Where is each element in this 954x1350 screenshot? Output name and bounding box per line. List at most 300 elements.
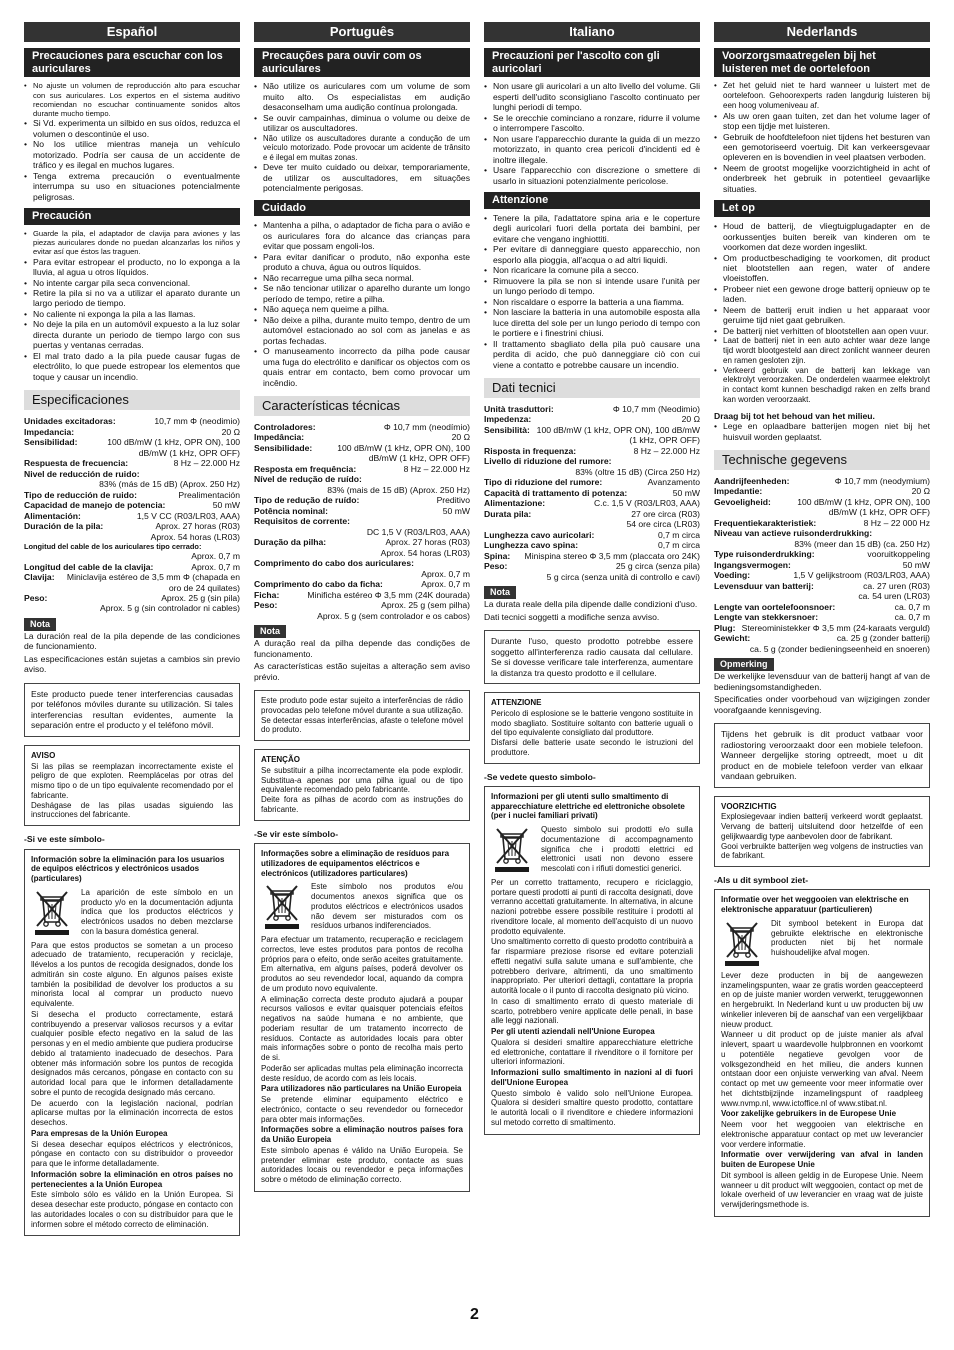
spec-row <box>254 495 470 505</box>
language-header: Español <box>24 22 240 42</box>
spec-value: ca. 27 uren (R03) <box>863 580 930 591</box>
list-item: • Se le orecchie cominciano a ronzare, ridurre il volume o interrompere l'ascolto. <box>484 113 700 134</box>
spec-value: vooruitkoppeling <box>867 549 930 560</box>
list-item: • Si Vd. experimenta un silbido en sus oídos, reduzca el volumen o descontinúe el uso. <box>24 118 240 139</box>
spec-row <box>714 560 930 570</box>
list-item: • Para evitar estropear el producto, no lo exponga a la lluvia, al agua u otros líquidos. <box>24 257 240 278</box>
spec-value: Minificha estéreo Φ 3,5 mm (24K dourada) <box>307 589 470 600</box>
warning-text: Gooi verbruikte batterijen weg volgens de instructies van de fabrikant. <box>721 841 923 861</box>
spec-value: 10,7 mm Φ (neodimio) <box>154 416 240 427</box>
list-item: • Tenere la pila, l'adattatore spina aria e le coperture degli auricolari fuori della portata dei bambini, per evitare che vengano inghiottiti. <box>484 213 700 244</box>
list-item: • Não utilize os auriculares com um volume de som muito alto. Os especialistas em audição desaconselham uma audição contínua prolongada. <box>254 81 470 112</box>
spec-row <box>714 476 930 486</box>
disposal-title: Informatie over het weggooien van elektrische en elektronische apparatuur (particulieren) <box>721 895 909 915</box>
warning-text: Deshágase de las pilas usadas siguiendo las instrucciones del fabricante. <box>31 800 233 820</box>
column-dutch <box>714 22 930 1328</box>
interference-notice: Este produto pode estar sujeito a interferências de rádio provocadas pelo telefone móvel durante a sua utilização. Se detectar essas interferências, afaste o telefone móvel do produto. <box>254 690 470 741</box>
spec-value: 100 dB/mW (1 kHz, OPR ON), 100 dB/mW (1 kHz, OPR OFF) <box>536 424 700 446</box>
spec-label: Peso: <box>484 561 508 572</box>
list-item: • Não deixe a pilha, durante muito tempo, dentro de um automóvel estacionado ao sol com as janelas e as portas fechadas. <box>254 315 470 346</box>
spec-label: Risposta in frequenza: <box>484 445 577 456</box>
list-item: • No ajuste un volumen de reproducción alto para escuchar con sus auriculares. Los expertos en el sistema auditivo recomiendan no escuchar continuamente sonidos altos durante mucho tiempo. <box>24 81 240 118</box>
list-item: • Guarde la pila, el adaptador de clavija para aviones y las piezas auriculares donde no puedan alcanzarlas los niños y evitar así que éstos las traguen. <box>24 229 240 257</box>
warning-text: Pericolo di esplosione se le batterie vengono sostituite in modo sbagliato. Sostituire soltanto con batterie uguali o del tipo equivalente consigliato dal produttore. <box>491 708 693 738</box>
spec-label: Tipo di riduzione del rumore: <box>484 477 603 488</box>
spec-value: Aprox. 54 horas (LR03) <box>150 531 240 542</box>
list-item: • Deve ter muito cuidado ou deixar, temporariamente, de utilizar os auscultadores, em situações potencialmente perigosas. <box>254 162 470 193</box>
list-item: • Houd de batterij, de vliegtuigplugadapter en de oorkussentjes buiten bereik van kinderen om te voorkomen dat deze worden ingeslikt. <box>714 221 930 252</box>
spec-value: 25 g circa (senza pila) <box>615 561 700 572</box>
spec-row <box>714 623 930 633</box>
spec-label: Lengte van oortelefoonsnoer: <box>714 601 836 612</box>
spec-label: Requisitos de corrente: <box>254 516 350 527</box>
interference-notice: Tijdens het gebruik is dit product vatbaar voor radiostoring veroorzaakt door een mobiele telefoon. Wanneer dergelijke storing optreedt, moet u dit product en de mobiele telefoon verder van elkaar vandaan gebruiken. <box>714 723 930 787</box>
list-item: • Retire la pila si no va a utilizar el aparato durante un largo periodo de tiempo. <box>24 288 240 309</box>
spec-row <box>484 404 700 414</box>
spec-row <box>484 540 700 550</box>
spec-value: 20 Ω <box>451 432 470 443</box>
spec-label: Alimentazione: <box>484 498 546 509</box>
list-item: • Mantenha a pilha, o adaptador de ficha para o avião e os auriculares fora do alcance das crianças para evitar que possam engoli-los. <box>254 220 470 251</box>
spec-value: 50 mW <box>902 559 930 570</box>
language-header: Português <box>254 22 470 42</box>
spec-value: Aprox. 0,7 m <box>421 568 470 579</box>
spec-value: 83% (más de 15 dB) (Aprox. 250 Hz) <box>99 479 240 490</box>
spec-label: Resposta em frequência: <box>254 463 357 474</box>
crossed-bin-icon <box>31 888 75 936</box>
spec-row <box>714 581 930 591</box>
spec-label: Impedancia: <box>24 426 75 437</box>
note-text: As características estão sujeitas a alteração sem aviso prévio. <box>254 661 470 682</box>
disposal-paragraph: Dit symbool is alleen geldig in de Europese Unie. Neem wanneer u dit product wilt weggooien, contact op met de lokale overheid of uw leverancier en vraag wat de juiste verwijderingsmethode is. <box>721 1170 923 1210</box>
spec-value: ca. 54 uren (LR03) <box>858 591 930 602</box>
spec-value: 5 g circa (senza unità di controllo e cavi) <box>546 571 700 582</box>
section-title-precautions: Voorzorgsmaatregelen bij het luisteren met de oortelefoon <box>714 48 930 77</box>
spec-row <box>484 561 700 571</box>
page-number: 2 <box>470 1306 479 1323</box>
disposal-subtitle: Per gli utenti aziendali nell'Unione Europea <box>491 1027 655 1037</box>
spec-value: 1,5 V CC (R03/LR03, AAA) <box>136 510 240 521</box>
list-item: • Se ouvir campainhas, diminua o volume ou deixe de utilizar os auscultadores. <box>254 113 470 134</box>
spec-label: Sensibilidad: <box>24 437 78 448</box>
note-text: Las especificaciones están sujetas a cambios sin previo aviso. <box>24 653 240 675</box>
disposal-subtitle: Informatie over verwijdering van afval in landen buiten de Europese Unie <box>721 1150 923 1170</box>
spec-label: Type ruisonderdrukking: <box>714 549 815 560</box>
spec-list <box>714 476 930 654</box>
list-item: • Gebruik de hoofdtelefoon niet tijdens het besturen van een gemotoriseerd voertuig. Dit kan verkeersgevaar opleveren en is bovendien in veel plaatsen verboden. <box>714 132 930 163</box>
list-item: • De batterij niet verhitten of blootstellen aan open vuur. <box>714 326 930 336</box>
list-item: • Non ricaricare la comune pila a secco. <box>484 265 700 275</box>
disposal-intro: La aparición de este símbolo en un producto y/o en la documentación adjunta indica que los productos eléctricos y electrónicos usados no deben mezclarse con la basura doméstica general. <box>81 887 233 936</box>
spec-label: Lunghezza cavo auricolari: <box>484 529 595 540</box>
spec-value: Stereoministekker Φ 3,5 mm (24-karaats verguld) <box>741 622 930 633</box>
spec-value: 27 ore circa (R03) <box>631 508 700 519</box>
spec-value: 50 mW <box>442 505 470 516</box>
spec-label: Comprimento do cabo da ficha: <box>254 579 383 590</box>
spec-label: Comprimento do cabo dos auriculares: <box>254 558 414 569</box>
spec-list <box>484 404 700 582</box>
spec-value: Aprox. 5 g (sin controlador ni cables) <box>100 603 240 614</box>
spec-row <box>24 490 240 500</box>
battery-warning <box>714 796 930 868</box>
list-item: • No caliente ni exponga la pila a las llamas. <box>24 309 240 319</box>
list-item: • Neem de grootst mogelijke voorzichtigheid in acht of onderbreek het gebruik in potentieel gevaarlijke situaties. <box>714 163 930 194</box>
disposal-paragraph: A eliminação correcta deste produto ajudará a poupar recursos valiosos e evitar quaisquer potenciais efeitos negativos na saúde humana e no ambiente, que poderiam resultar de um tratamento incorrecto de resíduos. Contacte as autoridades locais para obter mais informações sobre o ponto de recolha mais perto de si. <box>261 994 463 1062</box>
caution-list <box>714 221 930 405</box>
disposal-info <box>484 786 700 1135</box>
disposal-paragraph: Si desea desechar equipos eléctricos y electrónicos, póngase en contacto con su distribuidor o proveedor para que le informe detalladamente. <box>31 1139 233 1169</box>
spec-value: 50 mW <box>212 500 240 511</box>
spec-row <box>24 437 240 458</box>
section-title-precautions: Precauzioni per l'ascolto con gli auricolari <box>484 48 700 77</box>
list-item: • Als uw oren gaan tuiten, zet dan het volume lager of stop een tijdje met luisteren. <box>714 111 930 132</box>
spec-value: Minispina stereo Φ 3,5 mm (placcata oro 24K) <box>524 550 700 561</box>
spec-value: 83% (mais de 15 dB) (Aprox. 250 Hz) <box>327 484 470 495</box>
spec-label: Peso: <box>24 593 48 603</box>
warning-title: ATENÇÃO <box>261 755 300 765</box>
spec-label: Lunghezza cavo spina: <box>484 540 579 551</box>
list-item: • O manuseamento incorrecto da pilha pode causar uma fuga do electrólito e danificar os objectos com os quais entrar em contacto, bem como provocar um incêndio. <box>254 346 470 388</box>
spec-value: Miniclavija estéreo de 3,5 mm Φ (chapada en oro de 24 quilates) <box>66 572 240 593</box>
spec-label: Gewicht: <box>714 633 751 644</box>
list-item: • No los utilice mientras maneja un vehículo motorizado. Podría ser causa de un accidente de tráfico y es ilegal en muchos lugares. <box>24 139 240 170</box>
warning-text: Disfarsi delle batterie usate secondo le istruzioni del produttore. <box>491 738 693 757</box>
list-item: • Rimuovere la pila se non si intende usare l'unità per un lungo periodo di tempo. <box>484 276 700 297</box>
warning-text: Deite fora as pilhas de acordo com as instruções do fabricante. <box>261 795 463 814</box>
disposal-paragraph: Wanneer u dit product op de juiste manier als afval inlevert, spaart u waardevolle hulpbronnen en voorkomt u potentiële negatieve gevolgen voor de volksgezondheid en het milieu, die anders kunnen ontstaan door een onjuiste verwerking van afval. Neem contact op met uw gemeente voor meer informatie over het dichtstbijzijnde inzamelingspunt of raadpleeg www.nvmp.nl, www.ictoffice.nl of www.stibat.nl. <box>721 1030 923 1108</box>
spec-label: Impedância: <box>254 432 305 443</box>
list-item: • Non lasciare la batteria in una automobile esposta alla luce diretta del sole per un lungo periodo di tempo con le portiere e i finestrini chiusi. <box>484 307 700 338</box>
spec-value: Aprox. 27 horas (R03) <box>385 537 470 548</box>
list-item: • Non riscaldare o esporre la batteria a una fiamma. <box>484 297 700 307</box>
spec-row <box>484 551 700 561</box>
spec-value: 0,7 m circa <box>657 529 700 540</box>
disposal-paragraph: Lever deze producten in bij de aangewezen inzamelingspunten, waar ze gratis worden geaccepteerd en op de juiste manier worden verwerkt, teruggewonnen en hergebruikt. In Nederland kunt u uw producten bij uw winkelier inleveren bij de aanschaf van een vergelijkbaar nieuw product. <box>721 970 923 1029</box>
warning-text: Explosiegevaar indien batterij verkeerd wordt geplaatst. Vervang de batterij uitsluitend door hetzelfde of een gelijkwaardig type aanbevolen door de fabrikant. <box>721 812 923 841</box>
spec-value: Prealimentación <box>178 489 240 500</box>
caution-list <box>254 220 470 388</box>
spec-value: Aprox. 5 g (sem controlador e os cabos) <box>317 610 470 621</box>
spec-row <box>714 633 930 643</box>
interference-notice: Este producto puede tener interferencias causadas por teléfonos móviles durante su utilización. Si tales interferencias resultan evidentes, aumente la separación entre el producto y el teléfono móvil. <box>24 683 240 737</box>
list-item: • Se não tencionar utilizar o aparelho durante um longo período de tempo, retire a pilha. <box>254 283 470 304</box>
spec-label: Ficha: <box>254 589 280 600</box>
disposal-paragraph: Este símbolo sólo es válido en la Unión Europea. Si desea desechar este producto, póngase en contacto con las autoridades locales o con su distribuidor para que le informen sobre el método correcto de eliminación. <box>31 1190 233 1229</box>
spec-value: Aprox. 25 g (sem pilha) <box>381 600 470 611</box>
list-item: • No intente cargar pila seca convencional. <box>24 278 240 288</box>
spec-row <box>24 427 240 437</box>
disposal-paragraph: Questo simbolo è valido solo nell'Unione Europea. Qualora si desideri smaltire questo prodotto, contattare le autorità locali o il rivenditore e chiedere informazioni sul metodo corretto di smaltimento. <box>491 1088 693 1127</box>
spec-value: Preditivo <box>436 495 470 506</box>
spec-row <box>24 572 240 593</box>
list-item: • Om productbeschadiging te voorkomen, dit product niet blootstellen aan regen, water of andere vloeistoffen. <box>714 253 930 284</box>
spec-row <box>484 477 700 487</box>
disposal-paragraph: Para que estos productos se sometan a un proceso adecuado de tratamiento, recuperación y reciclaje, llévelos a los puntos de recogida designados, donde los admitirán sin coste alguno. En algunos países existe también la posibilidad de devolver los productos a su minorista local al comprar un producto nuevo equivalente. <box>31 940 233 1009</box>
spec-row <box>484 509 700 519</box>
disposal-paragraph: Si desecha el producto correctamente, estará contribuyendo a preservar valiosos recursos y a evitar cualquier posible efecto negativo en la salud de las personas y en el medio ambiente que pudiera producirse debido al tratamiento inadecuado de desechos. Para obtener más información sobre los puntos de recogida designados más cercanos, póngase en contacto con su autoridad local para que le informen detalladamente sobre el punto de recogida designado más cercano. <box>31 1009 233 1097</box>
disposal-subtitle: Informações sobre a eliminação noutros países fora da União Europeia <box>261 1125 463 1144</box>
note-text: La durata reale della pila dipende dalle condizioni d'uso. <box>484 599 698 610</box>
spec-value: 8 Hz – 22 000 Hz <box>863 517 930 528</box>
list-item: • Verkeerd gebruik van de batterij kan lekkage van elektrolyt veroorzaken. De onderdelen waarmee elektrolyt in contact komt kunnen beschadigd raken en zelfs brand kan worden veroorzaakt. <box>714 366 930 405</box>
warning-title: VOORZICHTIG <box>721 801 777 811</box>
disposal-paragraph: De acuerdo con la legislación nacional, podrían aplicarse multas por la eliminación incorrecta de estos desechos. <box>31 1098 233 1128</box>
spec-row <box>254 506 470 516</box>
list-item: • Il trattamento sbagliato della pila può causare una perdita di acido, che può danneggiare ciò con cui viene a contatto e potrebbe causare un incendio. <box>484 339 700 370</box>
list-item: • El mal trato dado a la pila puede causar fugas de electrólito, lo que puede estropear los elementos que toque y causar un incendio. <box>24 351 240 382</box>
note-label: Nota <box>254 625 286 638</box>
list-item: • Tenga extrema precaución o eventualmente interrumpa su uso en situaciones potencialmente peligrosas. <box>24 171 240 202</box>
spec-row <box>254 432 470 442</box>
spec-value: 0,7 m circa <box>657 540 700 551</box>
spec-label: Lengte van stekkersnoer: <box>714 612 819 623</box>
spec-value: 8 Hz – 22.000 Hz <box>633 445 700 456</box>
spec-label: Capacidad de manejo de potencia: <box>24 500 166 511</box>
column-portuguese <box>254 22 470 1328</box>
disposal-subtitle: Voor zakelijke gebruikers in de Europese Unie <box>721 1109 897 1119</box>
list-item: • Zet het geluid niet te hard wanneer u luistert met de oortelefoon. Gehoorexperts raden langdurig luisteren bij een hoog volumeniveau af. <box>714 81 930 110</box>
spec-row <box>254 422 470 432</box>
spec-row <box>714 549 930 559</box>
spec-row <box>24 562 240 572</box>
spec-label: Peso: <box>254 600 278 611</box>
note-text: La duración real de la pila depende de las condiciones de funcionamiento. <box>24 630 240 652</box>
spec-label: Potência nominal: <box>254 505 329 516</box>
battery-warning <box>24 745 240 826</box>
spec-list <box>254 422 470 621</box>
caution-list <box>484 213 700 370</box>
disposal-info <box>254 843 470 1192</box>
list-item: • Non usare gli auricolari a un alto livello del volume. Gli esperti dell'udito sconsigliano l'ascolto continuato per lunghi periodi di tempo. <box>484 81 700 112</box>
spec-row <box>254 464 470 474</box>
spec-value: 8 Hz – 22.000 Hz <box>173 458 240 469</box>
environment-list <box>714 421 930 442</box>
spec-label: Spina: <box>484 550 511 561</box>
note-text: A duração real da pilha depende das condições de funcionamento. <box>254 638 470 659</box>
list-item: • Non usare l'apparecchio durante la guida di un mezzo motorizzato, in quanto crea pericoli d'incidenti ed è inoltre illegale. <box>484 134 700 165</box>
spec-label: Capacità di trattamento di potenza: <box>484 487 628 498</box>
spec-value: DC 1,5 V (R03/LR03, AAA) <box>366 526 470 537</box>
spec-label: Tipo de redução de ruído: <box>254 495 360 506</box>
battery-warning <box>254 749 470 821</box>
environment-note: Draag bij tot het behoud van het milieu. <box>714 410 875 421</box>
spec-value: Φ 10,7 mm (neodymium) <box>834 475 930 486</box>
spec-label: Alimentación: <box>24 510 81 521</box>
spec-value: Aprox. 27 horas (R03) <box>155 521 240 532</box>
list-item: • Não recarregue uma pilha seca normal. <box>254 273 470 283</box>
list-item: • Não aqueça nem queime a pilha. <box>254 304 470 314</box>
spec-value: 1,5 V gelijkstroom (R03/LR03, AAA) <box>793 570 930 581</box>
symbol-heading: -Als u dit symbool ziet- <box>714 875 809 885</box>
spec-label: Durata pila: <box>484 508 532 519</box>
spec-value: 100 dB/mW (1 kHz, OPR ON), 100 dB/mW (1 kHz, OPR OFF) <box>337 442 470 464</box>
column-italian <box>484 22 700 1328</box>
list-item: • Neem de batterij eruit indien u het apparaat voor geruime tijd niet gaat gebruiken. <box>714 305 930 326</box>
spec-value: 20 Ω <box>911 486 930 497</box>
section-title-caution: Precaución <box>24 208 240 225</box>
disposal-subtitle: Informazioni sullo smaltimento in nazioni al di fuori dell'Unione Europea <box>491 1068 693 1087</box>
section-title-specifications: Características técnicas <box>254 396 470 416</box>
spec-value: ca. 5 g (zonder bedieningseenheid en snoeren) <box>749 643 930 654</box>
note-label: Nota <box>24 618 56 631</box>
spec-row <box>254 443 470 464</box>
disposal-paragraph: In caso di smaltimento errato di questo materiale di scarto, potrebbero venire applicate delle penali, in base alle leggi nazionali. <box>491 996 693 1026</box>
spec-label: Unidades excitadoras: <box>24 416 116 427</box>
spec-row <box>24 511 240 521</box>
disposal-paragraph: Qualora si desideri smaltire apparecchiature elettriche ed elettroniche, contattare il rivenditore o il fornitore per ulteriori informazioni. <box>491 1037 693 1067</box>
disposal-title: Informazioni per gli utenti sullo smaltimento di apparecchiature elettriche ed elettroniche obsolete (per i nuclei familiari privati) <box>491 791 685 821</box>
spec-value: 83% (meer dan 15 dB) (ca. 250 Hz) <box>794 538 930 549</box>
spec-row <box>714 612 930 622</box>
precautions-list <box>714 81 930 194</box>
spec-value: 50 mW <box>672 487 700 498</box>
spec-row <box>714 570 930 580</box>
battery-warning <box>484 692 700 764</box>
warning-text: Se substituir a pilha incorrectamente ela pode explodir. Substitua-a apenas por uma pilha igual ou de tipo equivalente recomendado pelo fabricante. <box>261 765 463 795</box>
list-item: • Para evitar danificar o produto, não exponha este produto a chuva, água ou outros líquidos. <box>254 252 470 273</box>
spec-row <box>254 579 470 589</box>
list-item: • Usare l'apparecchio con discrezione o smettere di usarlo in situazioni potenzialmente pericolose. <box>484 165 700 186</box>
spec-row <box>24 521 240 531</box>
spec-row <box>484 488 700 498</box>
crossed-bin-icon <box>721 919 765 967</box>
disposal-paragraph: Uno smaltimento corretto di questo prodotto contribuirà a far risparmiare preziose risorse ed evitare potenziali effetti negativi sulla salute umana e sull'ambiente, che potrebbero derivare, altrimenti, da uno smaltimento inappropriato. Per ulteriori dettagli, contattare la propria autorità locale o il punto di raccolta designato più vicino. <box>491 937 693 996</box>
spec-row <box>484 414 700 424</box>
warning-title: AVISO <box>31 750 56 760</box>
spec-row <box>484 446 700 456</box>
spec-value: 20 Ω <box>221 426 240 437</box>
section-title-precautions: Precauciones para escuchar con los auriculares <box>24 48 240 77</box>
spec-value: 8 Hz – 22.000 Hz <box>403 463 470 474</box>
section-title-caution: Cuidado <box>254 200 470 217</box>
spec-label: Voeding: <box>714 570 751 581</box>
spec-label: Controladores: <box>254 421 316 432</box>
disposal-paragraph: Se pretende eliminar equipamento eléctrico e electrónico, contacte o seu revendedor ou fornecedor para obter mais informações. <box>261 1095 463 1124</box>
spec-label: Sensibilità: <box>484 424 530 435</box>
language-header: Italiano <box>484 22 700 42</box>
spec-label: Longitud del cable de los auriculares tipo cerrado: <box>24 542 202 552</box>
spec-label: Gevoeligheid: <box>714 496 771 507</box>
spec-label: Longitud del cable de la clavija: <box>24 561 154 572</box>
symbol-heading: -Se vedete questo simbolo- <box>484 771 596 782</box>
precautions-list <box>24 81 240 202</box>
spec-value: ca. 25 g (zonder batterij) <box>836 633 930 644</box>
spec-label: Nivel de reducción de ruido: <box>24 468 140 479</box>
spec-label: Livello di riduzione del rumore: <box>484 456 612 467</box>
spec-row <box>484 530 700 540</box>
disposal-subtitle: Para empresas de la Unión Europea <box>31 1128 168 1138</box>
spec-row <box>254 600 470 610</box>
spec-row <box>254 537 470 547</box>
spec-list <box>24 416 240 614</box>
spec-row <box>24 593 240 603</box>
spec-label: Niveau van actieve ruisonderdrukking: <box>714 528 873 539</box>
spec-row <box>484 425 700 446</box>
spec-row <box>714 518 930 528</box>
spec-label: Impedantie: <box>714 486 763 497</box>
spec-value: Aprox. 25 g (sin pila) <box>161 593 240 603</box>
section-title-specifications: Especificaciones <box>24 390 240 410</box>
spec-value: Aprox. 0,7 m <box>191 551 240 562</box>
spec-value: Avanzamento <box>647 477 700 488</box>
disposal-info <box>714 889 930 1217</box>
warning-title: ATTENZIONE <box>491 698 542 707</box>
spec-label: Duração da pilha: <box>254 537 327 548</box>
list-item: • Laat de batterij niet in een auto achter waar deze lange tijd wordt blootgesteld aan direct zonlicht wanneer deuren en ramen gesloten zijn. <box>714 336 930 365</box>
spec-value: 20 Ω <box>681 414 700 425</box>
spec-row <box>714 497 930 518</box>
spec-value: Aprox. 0,7 m <box>421 579 470 590</box>
spec-label: Nível de redução de ruído: <box>254 474 362 485</box>
disposal-paragraph: Poderão ser aplicadas multas pela eliminação incorrecta deste resíduo, de acordo com as leis locais. <box>261 1063 463 1083</box>
section-title-specifications: Dati tecnici <box>484 378 700 398</box>
symbol-heading: -Se vir este símbolo- <box>254 828 339 839</box>
spec-label: Levensduur van batterij: <box>714 580 814 591</box>
spec-value: ca. 0,7 m <box>894 612 930 623</box>
column-spanish <box>24 22 240 1328</box>
spec-value: ca. 0,7 m <box>894 601 930 612</box>
spec-value: Aprox. 54 horas (LR03) <box>380 547 470 558</box>
disposal-paragraph: Para efectuar um tratamento, recuperação e reciclagem correctos, leve estes produtos para pontos de recolha próprios para o efeito, onde serão aceites gratuitamente. Em alternativa, em alguns países, poderá devolver os produtos ao seu revendedor local, aquando da compra de um produto novo equivalente. <box>261 935 463 993</box>
crossed-bin-icon <box>261 882 305 930</box>
spec-value: Aprox. 0,7 m <box>191 561 240 572</box>
disposal-title: Información sobre la eliminación para los usuarios de equipos eléctricos y electrónicos usados (particulares) <box>31 854 225 884</box>
note-text: Dati tecnici soggetti a modifiche senza avviso. <box>484 611 660 622</box>
caution-list <box>24 229 240 383</box>
disposal-intro: Este símbolo nos produtos e/ou documentos anexos significa que os produtos eléctricos e electrónicos usados não devem ser misturados com os resíduos urbanos indiferenciados. <box>311 882 463 931</box>
section-title-caution: Attenzione <box>484 192 700 209</box>
spec-value: 83% (oltre 15 dB) (Circa 250 Hz) <box>575 466 700 477</box>
note-text: Specificaties onder voorbehoud van wijzigingen zonder voorafgaande kennisgeving. <box>714 694 930 715</box>
spec-row <box>714 486 930 496</box>
disposal-intro: Dit symbool betekent in Europa dat gebruikte elektrische en elektronische producten niet bij het normale huishoudelijke afval mogen. <box>771 918 923 958</box>
spec-row <box>484 498 700 508</box>
spec-value: 100 dB/mW (1 kHz, OPR ON), 100 dB/mW (1 kHz, OPR OFF) <box>797 496 930 518</box>
interference-notice: Durante l'uso, questo prodotto potrebbe essere soggetto all'interferenza radio causata dal cellulare. Se si dovesse verificare tale interferenza, aumentare la distanza tra questo prodotto e il cellulare. <box>484 630 700 684</box>
disposal-intro: Questo simbolo sui prodotti e/o sulla documentazione di accompagnamento significa che i prodotti elettrici ed elettronici usati non devono essere mescolati con i rifiuti domestici generici. <box>541 825 693 874</box>
disposal-subtitle: Para utilizadores não particulares na União Europeia <box>261 1084 462 1094</box>
crossed-bin-icon <box>491 825 535 873</box>
precautions-list <box>484 81 700 186</box>
spec-label: Impedenza: <box>484 414 532 425</box>
list-item: • No deje la pila en un automóvil expuesto a la luz solar directa durante un periodo de tiempo largo con sus puertas y ventanas cerradas. <box>24 319 240 350</box>
list-item: • Lege en oplaadbare batterijen mogen niet bij het huisvuil worden geplaatst. <box>714 421 930 442</box>
spec-label: Unità trasduttori: <box>484 403 554 414</box>
spec-label: Ingangsvermogen: <box>714 559 791 570</box>
list-item: • Per evitare di danneggiare questo apparecchio, non esporlo alla pioggia, all'acqua o ad altri liquidi. <box>484 244 700 265</box>
section-title-caution: Let op <box>714 200 930 217</box>
spec-value: C.c. 1,5 V (R03/LR03, AAA) <box>593 498 700 509</box>
disposal-paragraph: Neem voor het weggooien van elektrische en elektronische apparatuur contact op met uw leverancier voor verdere informatie. <box>721 1120 923 1149</box>
note-label: Nota <box>484 586 516 599</box>
symbol-heading: -Si ve este símbolo- <box>24 834 105 845</box>
spec-label: Sensibilidade: <box>254 442 313 453</box>
list-item: • Não utilize os auscultadores durante a condução de um veículo motorizado. Pode provocar um acidente de trânsito e é ilegal em muitas zonas. <box>254 134 470 163</box>
language-header: Nederlands <box>714 22 930 42</box>
disposal-paragraph: Per un corretto trattamento, recupero e riciclaggio, portare questi prodotti ai punti di raccolta designati, dove verranno accettati gratuitamente. In alternativa, in alcune nazioni potrebbe essere possibile restituire i prodotti al rivenditore locale, al momento dell'acquisto di un nuovo prodotto equivalente. <box>491 877 693 936</box>
section-title-specifications: Technische gegevens <box>714 450 930 470</box>
spec-row <box>24 500 240 510</box>
disposal-paragraph: Este símbolo apenas é válido na União Europeia. Se pretender eliminar este produto, contacte as suas autoridades locais ou revendedor e peça informações sobre o método de eliminação correcto. <box>261 1145 463 1184</box>
note-label: Opmerking <box>714 658 774 671</box>
spec-label: Clavija: <box>24 572 55 583</box>
spec-value: Φ 10,7 mm (neodímio) <box>383 421 470 432</box>
spec-row <box>24 458 240 468</box>
section-title-precautions: Precauções para ouvir com os auriculares <box>254 48 470 77</box>
spec-label: Frequentiekarakteristiek: <box>714 517 817 528</box>
spec-row <box>254 590 470 600</box>
spec-value: Φ 10,7 mm (Neodimio) <box>612 403 700 414</box>
